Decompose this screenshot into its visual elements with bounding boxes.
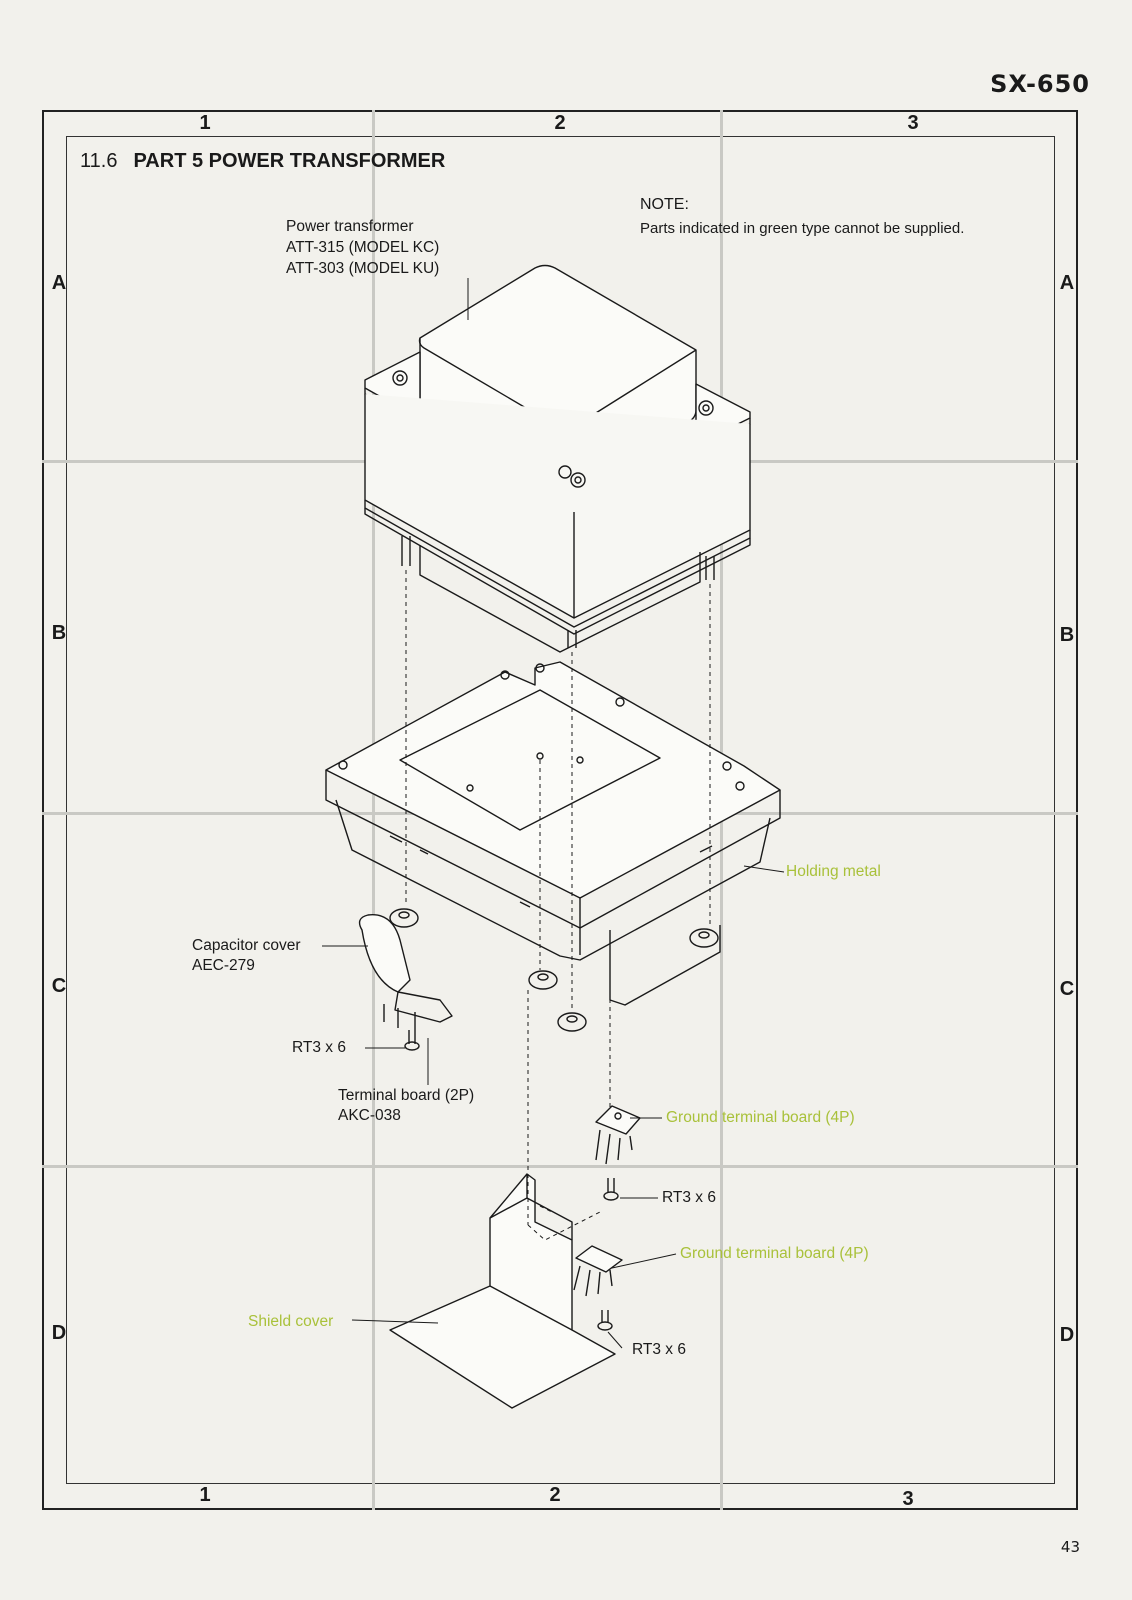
terminal-board-name: Terminal board (2P) [338,1087,475,1104]
capacitor-cover-name: Capacitor cover [192,937,301,954]
screw-rt3-a-label: RT3 x 6 [292,1039,346,1056]
shield-cover-label: Shield cover [248,1313,334,1330]
zone-col-3-bottom: 3 [902,1488,914,1510]
section-heading: PART 5 POWER TRANSFORMER [133,150,446,172]
screw-rt3-c-label: RT3 x 6 [632,1341,686,1358]
terminal-board-code: AKC-038 [338,1107,401,1124]
section-number: 11.6 [80,150,118,172]
zone-row-b-left: B [51,622,67,644]
ground-board-a-drawing [596,1106,640,1164]
note-text: Parts indicated in green type cannot be supplied. [640,220,965,237]
screw-rt3-c-drawing [598,1310,612,1330]
zone-col-3-top: 3 [907,112,919,134]
zone-row-d-left: D [51,1322,67,1344]
capacitor-cover-drawing [360,915,452,1030]
holding-metal-label: Holding metal [786,863,881,880]
terminal-board-label [338,1086,474,1126]
transformer-code-kc: ATT-315 (MODEL KC) [286,239,440,256]
model-number: SX-650 [990,70,1090,98]
power-transformer-drawing [365,266,750,653]
transformer-code-ku: ATT-303 (MODEL KU) [286,260,440,277]
zone-row-c-right: C [1059,978,1075,1000]
zone-row-a-right: A [1059,272,1075,294]
transformer-label [286,216,439,279]
screw-rt3-a-drawing [405,1030,419,1050]
zone-col-1-bottom: 1 [199,1484,211,1506]
zone-row-c-left: C [51,975,67,997]
ground-board-b-drawing [574,1246,622,1296]
zone-row-b-right: B [1059,624,1075,646]
zone-row-d-right: D [1059,1324,1075,1346]
screw-rt3-b-drawing [604,1178,618,1200]
zone-col-1-top: 1 [199,112,211,134]
screw-rt3-b-label: RT3 x 6 [662,1189,716,1206]
holding-nuts [390,909,718,1031]
zone-col-2-bottom: 2 [549,1484,561,1506]
note-heading: NOTE: [640,196,689,213]
ground-board-b-label: Ground terminal board (4P) [680,1245,869,1262]
capacitor-cover-code: AEC-279 [192,957,255,974]
transformer-name: Power transformer [286,218,414,235]
zone-row-a-left: A [51,272,67,294]
page-number: 43 [1060,1538,1080,1556]
shield-cover-drawing [390,1174,615,1408]
capacitor-cover-label [192,936,301,976]
ground-board-a-label: Ground terminal board (4P) [666,1109,855,1126]
zone-col-2-top: 2 [554,112,566,134]
